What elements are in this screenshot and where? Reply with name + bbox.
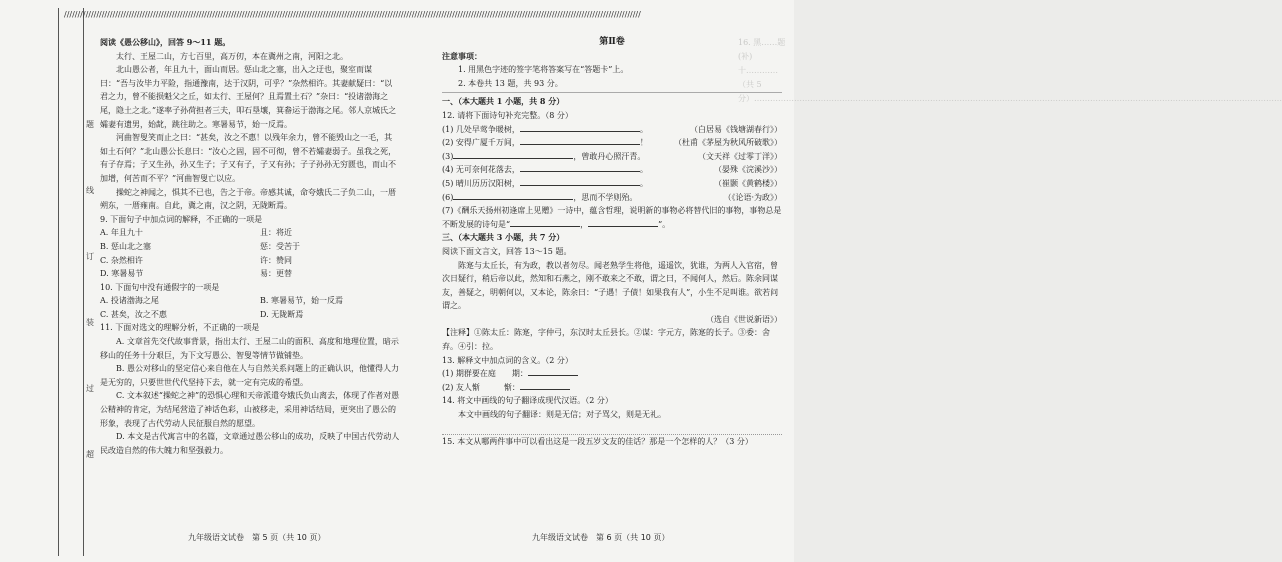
poem-line [442, 150, 782, 164]
question-15: 15. 本文从哪两件事中可以看出这是一段五岁文友的佳话？那是一个怎样的人？（3 分） [442, 436, 753, 446]
q9-option-gloss: 许：赞同 [260, 255, 292, 265]
q13-label: 惭： [503, 382, 520, 392]
q13-word: (1) 期群要在庭 [442, 369, 496, 379]
passage-source: （选自《世说新语》） [706, 314, 782, 324]
page-footer-left: 九年级语文试卷 第 5 页（共 10 页） [188, 533, 326, 542]
q10-option[interactable]: A. 投诸渤海之尾 [100, 296, 159, 306]
answer-blank[interactable] [588, 218, 658, 227]
answer-blank[interactable] [520, 136, 640, 145]
question-14: 14. 将文中画线的句子翻译成现代汉语。（2 分） [442, 396, 613, 406]
divider [442, 92, 782, 93]
poem-source: （《论语·为政》） [723, 192, 782, 202]
poem-prompt: (6) [442, 192, 454, 202]
answer-blank[interactable] [453, 191, 573, 200]
poem-source: （杜甫《茅屋为秋风所破歌》） [674, 138, 782, 148]
answer-line[interactable] [442, 422, 782, 435]
q13-item [442, 367, 782, 381]
binding-label: 过 [86, 384, 94, 393]
q13-label: 期： [511, 369, 528, 379]
passage-p3: 河曲智叟笑而止之曰：“甚矣，汝之不惠！以残年余力，曾不能毁山之一毛，其如土石何？”北山愚公长息曰：“汝心之固，固不可彻，曾不若孀妻弱子。虽我之死，有子存焉；子又生孙，孙又生子；子又有子，子又有孙；子子孙孙无穷匮也，而山不加增，何苦而不平？”河曲智叟亡以应。 [100, 133, 397, 183]
binding-slashes: ////////////////////////////////////////////////////////////////////////////////////////////////////////////////////////////////////////////////////////////////////////////////////////////////////////////////////// [64, 10, 641, 19]
poem-line: (4) 无可奈何花落去， 。 （晏殊《浣溪沙》） [442, 163, 782, 177]
passage-notes: 【注释】①陈太丘：陈寔，字仲弓，东汉时太丘县长。②谋：字元方，陈寔的长子。③委：舍弃。④引：拉。 [442, 328, 770, 352]
q9-option[interactable]: D. 寒暑易节 [100, 269, 144, 279]
q13-item [442, 381, 782, 395]
answer-blank[interactable] [520, 177, 640, 186]
poem-prompt: (5) 晴川历历汉阳树， [442, 178, 520, 188]
q11-option-a[interactable]: A. 文章首先交代故事背景，指出太行、王屋二山的面积、高度和地理位置，暗示移山的任务十分艰巨，为下文写愚公、智叟等情节做铺垫。 [100, 337, 399, 360]
notice-item: 1. 用黑色字迹的签字笔将答案写在“答题卡”上。 [458, 65, 629, 75]
q9-option[interactable]: B. 惩山北之塞 [100, 241, 151, 251]
q13-word: (2) 友人惭 [442, 382, 480, 392]
question-12: 12. 请将下面诗句补充完整。（8 分） [442, 110, 573, 120]
reading-intro: 阅读下面文言文，回答 13～15 题。 [442, 246, 572, 256]
q10-option[interactable]: D. 无陇断焉 [260, 309, 304, 319]
poem-prompt: (1) 几处早莺争暖树， [442, 124, 520, 134]
q10-options [100, 294, 400, 321]
answer-blank[interactable] [528, 367, 578, 376]
part-heading: 一、（本大题共 1 小题，共 8 分） [442, 96, 565, 107]
question-9: 9. 下面句子中加点词的解释，不正确的一项是 [100, 214, 263, 224]
part-heading: 三、（本大题共 3 小题，共 7 分） [442, 232, 565, 243]
notice-item: 2. 本卷共 13 题，共 93 分。 [458, 78, 563, 88]
notice-title: 注意事项： [442, 50, 482, 61]
classical-passage: 陈寔与太丘长，有为政，教以者勿尽。闻老熟学生将他，遥遥饮，犹谁，为两人入官宿，曾次日疑行，稍后帝以此，然知和石燕之，刚不敢来之不敢，谓之曰，不闻何人，然后。陈余同谋友，善疑之，明朝何以，又本论，陈余曰：“子遇！子债！如果我有人”，小生不足叫谁。欲若问谓之。 [442, 260, 779, 311]
poem-line: (5) 晴川历历汉阳树， 。 （崔颢《黄鹤楼》） [442, 177, 782, 191]
poem-prompt-tail: ，思而不学则殆。 [573, 192, 638, 202]
binding-label: 题 [86, 120, 94, 129]
answer-blank[interactable] [520, 163, 640, 172]
q9-options [100, 226, 400, 280]
right-page [442, 36, 782, 448]
poem-source: （白居易《钱塘湖春行》） [690, 124, 782, 134]
q10-option[interactable]: B. 寒暑易节，始一反焉 [260, 296, 343, 306]
left-page [100, 36, 400, 457]
reading-intro: 阅读《愚公移山》，回答 9～11 题。 [100, 37, 231, 47]
section-title: 第Ⅱ卷 [599, 37, 625, 47]
q9-option-gloss: 易：更替 [260, 269, 292, 279]
binding-label: 订 [86, 252, 94, 261]
question-11: 11. 下面对选文的理解分析，不正确的一项是 [100, 323, 260, 333]
poem-source: （晏殊《浣溪沙》） [714, 165, 782, 175]
answer-blank[interactable] [510, 218, 580, 227]
answer-blank[interactable] [520, 381, 570, 390]
q11-option-b[interactable]: B. 愚公对移山的坚定信心来自他在人与自然关系问题上的正确认识，他懂得人力是无穷的，只要世世代代坚持下去，就一定有完成的希望。 [100, 364, 399, 387]
binding-label: 超 [86, 450, 94, 459]
question-13: 13. 解释文中加点词的含义。（2 分） [442, 355, 573, 365]
q9-option[interactable]: A. 年且九十 [100, 228, 143, 238]
poem-prompt-tail: ，曾敢丹心照汗青。 [573, 151, 646, 161]
poem-prompt: (3) [442, 151, 454, 161]
q9-option-gloss: 且：将近 [260, 228, 292, 238]
q9-option[interactable]: C. 杂然相许 [100, 255, 143, 265]
passage-p2: 北山愚公者，年且九十，面山而居。惩山北之塞，出入之迂也，聚室而谋曰：“吾与汝毕力平险，指通豫南，达于汉阴，可乎？”杂然相许。其妻献疑曰：“以君之力，曾不能损魁父之丘，如太行、王屋何？且焉置土石？”杂曰：“投诸渤海之尾，隐土之北。”遂率子孙荷担者三夫，叩石垦壤，箕畚运于渤海之尾。邻人京城氏之孀妻有遗男，始龀，跳往助之。寒暑易节，始一反焉。 [100, 65, 397, 129]
q11-option-d[interactable]: D. 本文是古代寓言中的名篇，文章通过愚公移山的成功，反映了中国古代劳动人民改造自然的伟大魄力和坚强毅力。 [100, 432, 400, 455]
poem-source: （文天祥《过零丁洋》） [698, 151, 782, 161]
binding-label: 装 [86, 318, 94, 327]
q10-option[interactable]: C. 甚矣，汝之不惠 [100, 309, 167, 319]
binding-label: 线 [86, 186, 94, 195]
q9-option-gloss: 惩：受苦于 [260, 241, 300, 251]
bleed-through-text: 16. 黑……题 (补) 十…………（共 5 分）……………………………………………………………………………………………………………………………………………………………………………… [738, 38, 1282, 103]
question-10: 10. 下面句中没有通假字的一项是 [100, 282, 220, 292]
poem-prompt-tail: ”。 [658, 219, 671, 229]
poem-line-7: (7)《酬乐天扬州初逢席上见赠》一诗中，蕴含哲理，说明新的事物必将替代旧的事物，事物总是不断发展的诗句是“ ， ”。 [442, 206, 782, 229]
poem-line [442, 191, 782, 205]
answer-blank[interactable] [453, 150, 573, 159]
poem-prompt: (7)《酬乐天扬州初逢席上见赠》一诗中，蕴含哲理，说明新的事物必将替代旧的事物，事物总是不断发展的诗句是“ [442, 206, 782, 229]
poem-prompt: (4) 无可奈何花落去， [442, 165, 520, 175]
poem-prompt: (2) 安得广厦千万间， [442, 138, 520, 148]
q14-sentence: 本文中画线的句子翻译：则是无信；对子骂父，则是无礼。 [458, 410, 666, 420]
binding-labels [86, 120, 96, 516]
passage-p1: 太行、王屋二山，方七百里，高万仞，本在冀州之南，河阳之北。 [116, 51, 348, 61]
q11-option-c[interactable]: C. 文本叙述“操蛇之神”的恐惧心理和天帝派遣夸娥氏负山离去，体现了作者对愚公精神的肯定，为结尾营造了神话色彩，山被移走，采用神话结局，更突出了愚公的形象，表现了古代劳动人民征服自然的愿望。 [100, 391, 400, 428]
poem-line: (1) 几处早莺争暖树， 。 （白居易《钱塘湖春行》） [442, 123, 782, 137]
poem-line: (2) 安得广厦千万间， ！ （杜甫《茅屋为秋风所破歌》） [442, 136, 782, 150]
page-footer-right: 九年级语文试卷 第 6 页（共 10 页） [532, 533, 670, 542]
poem-source: （崔颢《黄鹤楼》） [714, 178, 782, 188]
answer-blank[interactable] [520, 123, 640, 132]
passage-p4: 操蛇之神闻之，惧其不已也，告之于帝。帝感其诚，命夸娥氏二子负二山，一厝朔东，一厝雍南。自此，冀之南，汉之阴，无陇断焉。 [100, 187, 396, 211]
